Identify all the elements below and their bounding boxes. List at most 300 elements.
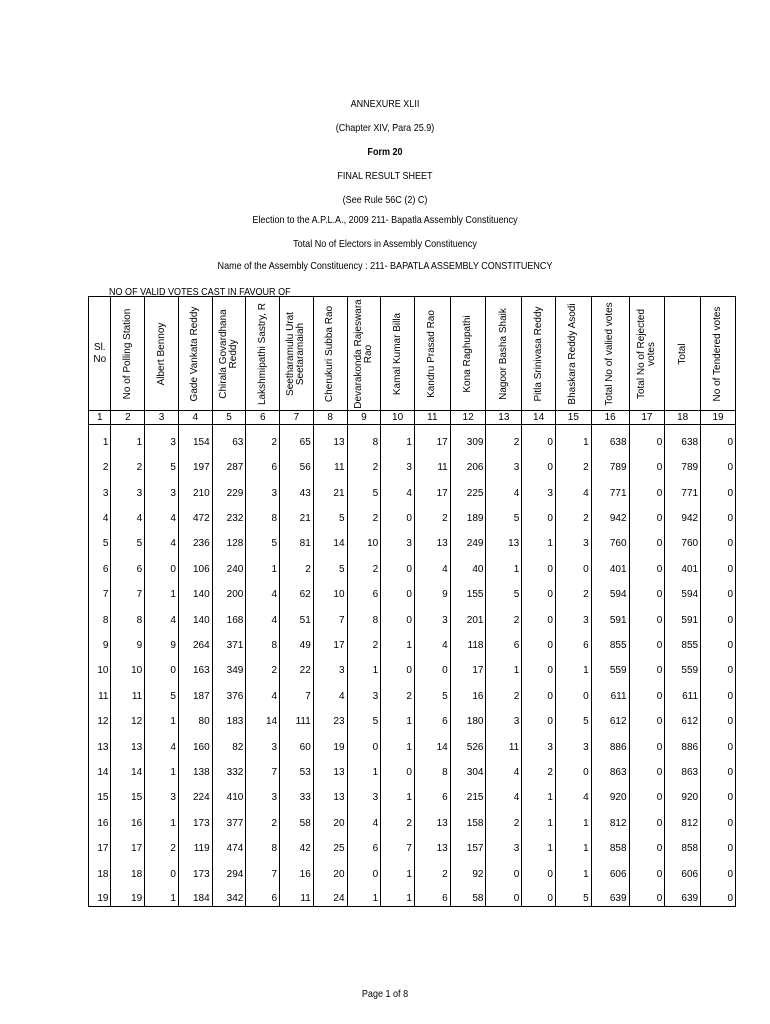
table-cell: 58	[280, 805, 314, 830]
table-cell: 4	[486, 780, 522, 805]
table-cell: 3	[486, 831, 522, 856]
column-header-label: Devarakonda Rajeswara Rao	[352, 298, 374, 409]
table-cell: 13	[313, 755, 347, 780]
table-cell: 2	[111, 450, 145, 475]
column-header-label: Kandru Prasad Rao	[426, 309, 438, 398]
annexure-title: ANNEXURE XLII	[350, 98, 420, 110]
table-cell: 0	[522, 856, 556, 881]
table-cell: 10	[347, 526, 381, 551]
table-cell: 0	[629, 475, 665, 500]
table-cell: 4	[246, 577, 280, 602]
table-cell: 1	[486, 653, 522, 678]
column-header-label: Seetharamulu Urat Seetaramaiah	[285, 311, 307, 396]
table-cell: 1	[145, 577, 179, 602]
table-cell: 863	[591, 755, 629, 780]
table-cell: 1	[347, 653, 381, 678]
table-cell: 472	[178, 501, 212, 526]
column-number: 16	[591, 411, 629, 425]
table-cell: 13	[414, 805, 450, 830]
table-cell: 611	[665, 678, 701, 703]
table-cell: 855	[665, 628, 701, 653]
table-cell: 1	[522, 831, 556, 856]
table-cell: 206	[450, 450, 486, 475]
table-cell: 13	[414, 831, 450, 856]
table-caption: NO OF VALID VOTES CAST IN FAVOUR OF	[109, 286, 291, 298]
table-cell: 294	[212, 856, 246, 881]
table-cell: 1	[522, 526, 556, 551]
table-cell: 16	[280, 856, 314, 881]
table-cell: 771	[665, 475, 701, 500]
table-cell: 63	[212, 425, 246, 450]
table-row	[89, 501, 736, 526]
table-cell: 18	[89, 856, 111, 881]
column-header-19	[701, 297, 736, 411]
table-cell: 3	[555, 526, 591, 551]
table-cell: 2	[347, 551, 381, 576]
table-cell: 92	[450, 856, 486, 881]
table-cell: 6	[414, 882, 450, 907]
table-cell: 2	[486, 425, 522, 450]
table-cell: 4	[486, 755, 522, 780]
table-cell: 1	[555, 653, 591, 678]
table-cell: 0	[629, 831, 665, 856]
table-cell: 0	[701, 602, 736, 627]
table-cell: 789	[591, 450, 629, 475]
table-cell: 224	[178, 780, 212, 805]
table-cell: 2	[246, 425, 280, 450]
table-cell: 2	[280, 551, 314, 576]
table-cell: 7	[280, 678, 314, 703]
table-cell: 559	[665, 653, 701, 678]
table-cell: 638	[665, 425, 701, 450]
table-cell: 0	[522, 602, 556, 627]
table-cell: 2	[486, 602, 522, 627]
table-cell: 17	[89, 831, 111, 856]
table-cell: 0	[381, 602, 415, 627]
table-cell: 4	[313, 678, 347, 703]
table-cell: 2	[381, 805, 415, 830]
table-cell: 1	[555, 856, 591, 881]
table-cell: 8	[111, 602, 145, 627]
table-cell: 1	[555, 831, 591, 856]
table-cell: 612	[665, 704, 701, 729]
table-cell: 8	[414, 755, 450, 780]
table-cell: 606	[665, 856, 701, 881]
column-header-label: Albert Bennoy	[155, 322, 167, 385]
table-cell: 5	[555, 704, 591, 729]
table-cell: 0	[145, 653, 179, 678]
table-cell: 5	[145, 678, 179, 703]
table-cell: 183	[212, 704, 246, 729]
table-cell: 3	[486, 450, 522, 475]
table-cell: 5	[246, 526, 280, 551]
column-header-13	[486, 297, 522, 411]
table-cell: 1	[381, 628, 415, 653]
table-cell: 0	[701, 704, 736, 729]
table-cell: 410	[212, 780, 246, 805]
table-cell: 8	[246, 501, 280, 526]
table-cell: 5	[111, 526, 145, 551]
table-cell: 82	[212, 729, 246, 754]
column-header-label: Cherukuri Subba Rao	[324, 305, 336, 402]
table-cell: 0	[701, 882, 736, 907]
table-cell: 11	[414, 450, 450, 475]
table-row	[89, 577, 736, 602]
table-cell: 187	[178, 678, 212, 703]
table-cell: 2	[414, 856, 450, 881]
table-cell: 2	[246, 653, 280, 678]
table-cell: 49	[280, 628, 314, 653]
column-header-1	[89, 297, 111, 411]
table-row	[89, 551, 736, 576]
table-cell: 229	[212, 475, 246, 500]
column-number: 17	[629, 411, 665, 425]
table-cell: 559	[591, 653, 629, 678]
table-cell: 611	[591, 678, 629, 703]
table-cell: 1	[555, 805, 591, 830]
table-cell: 0	[522, 882, 556, 907]
table-cell: 0	[381, 755, 415, 780]
table-cell: 0	[701, 475, 736, 500]
chapter-reference: (Chapter XIV, Para 25.9)	[335, 122, 435, 134]
table-cell: 3	[414, 602, 450, 627]
table-row	[89, 882, 736, 907]
column-number: 13	[486, 411, 522, 425]
table-cell: 3	[313, 653, 347, 678]
table-cell: 10	[313, 577, 347, 602]
table-cell: 140	[178, 602, 212, 627]
table-cell: 594	[665, 577, 701, 602]
table-cell: 2	[381, 678, 415, 703]
table-cell: 249	[450, 526, 486, 551]
table-row	[89, 755, 736, 780]
column-number: 3	[145, 411, 179, 425]
table-cell: 0	[629, 577, 665, 602]
column-header-15	[555, 297, 591, 411]
column-number: 8	[313, 411, 347, 425]
table-cell: 3	[145, 425, 179, 450]
table-cell: 920	[591, 780, 629, 805]
table-cell: 3	[246, 729, 280, 754]
table-cell: 4	[486, 475, 522, 500]
table-cell: 0	[701, 425, 736, 450]
table-cell: 3	[522, 475, 556, 500]
table-cell: 4	[381, 475, 415, 500]
table-cell: 1	[381, 425, 415, 450]
table-cell: 17	[414, 425, 450, 450]
table-row	[89, 856, 736, 881]
column-header-label: Total No of valied votes	[604, 301, 616, 406]
table-cell: 591	[591, 602, 629, 627]
table-cell: 173	[178, 856, 212, 881]
column-number: 7	[280, 411, 314, 425]
table-cell: 526	[450, 729, 486, 754]
column-number: 4	[178, 411, 212, 425]
table-cell: 7	[246, 856, 280, 881]
table-cell: 1	[381, 882, 415, 907]
table-cell: 855	[591, 628, 629, 653]
table-cell: 0	[629, 805, 665, 830]
table-cell: 858	[665, 831, 701, 856]
table-cell: 2	[145, 831, 179, 856]
electors-label: Total No of Electors in Assembly Constituency	[293, 238, 477, 250]
table-cell: 771	[591, 475, 629, 500]
table-cell: 0	[629, 678, 665, 703]
column-header-label: Bhaskara Reddy Asodi	[567, 302, 579, 405]
table-cell: 5	[486, 501, 522, 526]
table-cell: 9	[414, 577, 450, 602]
table-cell: 0	[701, 501, 736, 526]
table-cell: 376	[212, 678, 246, 703]
table-cell: 10	[89, 653, 111, 678]
column-number: 2	[111, 411, 145, 425]
table-cell: 160	[178, 729, 212, 754]
column-number-row	[89, 411, 736, 425]
table-cell: 128	[212, 526, 246, 551]
table-cell: 20	[313, 856, 347, 881]
table-cell: 16	[450, 678, 486, 703]
table-cell: 200	[212, 577, 246, 602]
table-cell: 7	[313, 602, 347, 627]
table-cell: 8	[347, 425, 381, 450]
table-cell: 1	[522, 780, 556, 805]
column-header-12	[450, 297, 486, 411]
table-cell: 2	[522, 755, 556, 780]
table-cell: 0	[701, 526, 736, 551]
table-cell: 401	[665, 551, 701, 576]
table-cell: 0	[486, 856, 522, 881]
table-cell: 3	[486, 704, 522, 729]
table-cell: 0	[701, 831, 736, 856]
column-header-label: No of Polling Station	[121, 308, 133, 399]
table-cell: 168	[212, 602, 246, 627]
table-cell: 0	[629, 653, 665, 678]
table-cell: 0	[522, 425, 556, 450]
table-cell: 349	[212, 653, 246, 678]
table-cell: 8	[347, 602, 381, 627]
table-cell: 1	[145, 882, 179, 907]
table-cell: 304	[450, 755, 486, 780]
table-row	[89, 475, 736, 500]
table-cell: 3	[347, 780, 381, 805]
table-cell: 2	[246, 805, 280, 830]
table-cell: 210	[178, 475, 212, 500]
table-cell: 6	[486, 628, 522, 653]
table-cell: 401	[591, 551, 629, 576]
table-cell: 612	[591, 704, 629, 729]
column-header-label: Pitla Srinivasa Reddy	[532, 305, 544, 402]
table-cell: 760	[665, 526, 701, 551]
column-header-label: Nagoor Basha Shaik	[497, 307, 509, 400]
table-cell: 638	[591, 425, 629, 450]
table-cell: 197	[178, 450, 212, 475]
table-cell: 0	[629, 780, 665, 805]
table-cell: 0	[522, 577, 556, 602]
table-cell: 13	[89, 729, 111, 754]
table-cell: 1	[145, 805, 179, 830]
table-cell: 0	[522, 450, 556, 475]
table-cell: 0	[701, 577, 736, 602]
table-cell: 119	[178, 831, 212, 856]
table-cell: 371	[212, 628, 246, 653]
table-cell: 53	[280, 755, 314, 780]
table-cell: 56	[280, 450, 314, 475]
table-row	[89, 678, 736, 703]
table-cell: 42	[280, 831, 314, 856]
table-cell: 15	[111, 780, 145, 805]
table-cell: 6	[414, 704, 450, 729]
column-header-10	[381, 297, 415, 411]
table-cell: 0	[381, 653, 415, 678]
column-number: 14	[522, 411, 556, 425]
column-number: 15	[555, 411, 591, 425]
table-cell: 19	[111, 882, 145, 907]
table-cell: 154	[178, 425, 212, 450]
column-header-17	[629, 297, 665, 411]
table-cell: 2	[486, 678, 522, 703]
column-header-label: Sl. No	[93, 341, 107, 365]
column-header-label: No of Tendered votes	[712, 306, 724, 401]
table-cell: 1	[381, 729, 415, 754]
table-cell: 236	[178, 526, 212, 551]
table-cell: 474	[212, 831, 246, 856]
sheet-title: FINAL RESULT SHEET	[337, 170, 433, 182]
table-cell: 20	[313, 805, 347, 830]
table-cell: 3	[111, 475, 145, 500]
table-cell: 14	[246, 704, 280, 729]
table-cell: 240	[212, 551, 246, 576]
table-cell: 4	[145, 526, 179, 551]
table-cell: 5	[145, 450, 179, 475]
table-row	[89, 805, 736, 830]
table-cell: 80	[178, 704, 212, 729]
table-cell: 1	[347, 755, 381, 780]
table-cell: 6	[246, 450, 280, 475]
table-cell: 0	[555, 755, 591, 780]
table-cell: 138	[178, 755, 212, 780]
table-cell: 11	[313, 450, 347, 475]
table-cell: 17	[414, 475, 450, 500]
table-cell: 5	[347, 704, 381, 729]
column-number: 11	[414, 411, 450, 425]
column-number: 1	[89, 411, 111, 425]
table-cell: 0	[486, 882, 522, 907]
table-cell: 6	[111, 551, 145, 576]
table-cell: 1	[145, 755, 179, 780]
table-cell: 10	[111, 653, 145, 678]
table-cell: 594	[591, 577, 629, 602]
table-cell: 21	[313, 475, 347, 500]
table-cell: 173	[178, 805, 212, 830]
table-cell: 163	[178, 653, 212, 678]
table-cell: 4	[347, 805, 381, 830]
column-header-label: Total No of Rejected votes	[635, 308, 657, 399]
form-title: Form 20	[367, 146, 403, 158]
table-cell: 639	[665, 882, 701, 907]
table-cell: 215	[450, 780, 486, 805]
table-cell: 920	[665, 780, 701, 805]
table-cell: 2	[347, 501, 381, 526]
column-header-16	[591, 297, 629, 411]
table-cell: 2	[555, 577, 591, 602]
table-cell: 3	[381, 526, 415, 551]
table-cell: 3	[555, 602, 591, 627]
table-cell: 0	[701, 653, 736, 678]
table-cell: 13	[313, 780, 347, 805]
table-cell: 2	[89, 450, 111, 475]
table-cell: 5	[555, 882, 591, 907]
table-cell: 17	[313, 628, 347, 653]
table-cell: 189	[450, 501, 486, 526]
table-cell: 0	[522, 653, 556, 678]
table-cell: 23	[313, 704, 347, 729]
table-cell: 4	[414, 551, 450, 576]
table-cell: 225	[450, 475, 486, 500]
column-header-4	[178, 297, 212, 411]
table-cell: 24	[313, 882, 347, 907]
table-cell: 22	[280, 653, 314, 678]
table-cell: 15	[89, 780, 111, 805]
table-cell: 1	[555, 425, 591, 450]
table-cell: 0	[701, 450, 736, 475]
table-cell: 3	[555, 729, 591, 754]
table-cell: 2	[555, 450, 591, 475]
column-header-9	[347, 297, 381, 411]
table-cell: 0	[555, 678, 591, 703]
table-cell: 5	[313, 551, 347, 576]
table-cell: 2	[486, 805, 522, 830]
table-cell: 201	[450, 602, 486, 627]
table-cell: 5	[414, 678, 450, 703]
table-cell: 13	[414, 526, 450, 551]
column-header-14	[522, 297, 556, 411]
table-cell: 3	[522, 729, 556, 754]
table-cell: 157	[450, 831, 486, 856]
column-number: 12	[450, 411, 486, 425]
table-cell: 0	[701, 856, 736, 881]
column-header-6	[246, 297, 280, 411]
table-cell: 11	[111, 678, 145, 703]
column-header-label: Total	[676, 342, 688, 365]
table-cell: 232	[212, 501, 246, 526]
table-cell: 3	[347, 678, 381, 703]
table-cell: 9	[111, 628, 145, 653]
table-cell: 812	[665, 805, 701, 830]
table-cell: 0	[629, 425, 665, 450]
table-cell: 1	[145, 704, 179, 729]
table-cell: 0	[701, 805, 736, 830]
table-cell: 0	[629, 602, 665, 627]
table-cell: 606	[591, 856, 629, 881]
table-cell: 9	[145, 628, 179, 653]
table-cell: 942	[665, 501, 701, 526]
table-cell: 6	[414, 780, 450, 805]
table-cell: 2	[555, 501, 591, 526]
table-cell: 0	[701, 628, 736, 653]
table-cell: 158	[450, 805, 486, 830]
table-cell: 0	[701, 755, 736, 780]
table-cell: 2	[347, 628, 381, 653]
table-cell: 0	[629, 882, 665, 907]
table-cell: 942	[591, 501, 629, 526]
table-cell: 43	[280, 475, 314, 500]
column-header-label: Kona Raghupathi	[462, 314, 474, 393]
table-cell: 60	[280, 729, 314, 754]
table-cell: 184	[178, 882, 212, 907]
table-cell: 51	[280, 602, 314, 627]
table-cell: 11	[89, 678, 111, 703]
table-cell: 3	[381, 450, 415, 475]
